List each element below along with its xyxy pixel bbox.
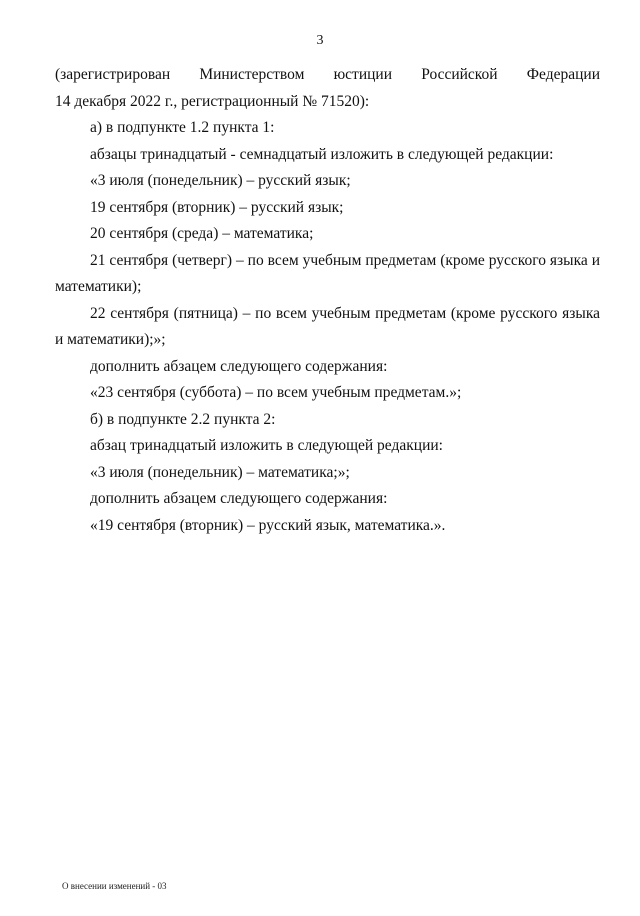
word: (зарегистрирован <box>55 66 171 83</box>
paragraph: 20 сентября (среда) – математика; <box>90 225 314 242</box>
paragraph: «23 сентября (суббота) – по всем учебным предметам.»; <box>90 384 462 401</box>
paragraph: «19 сентября (вторник) – русский язык, математика.». <box>90 516 446 534</box>
word: Российской <box>421 66 498 83</box>
paragraph: абзацы тринадцатый - семнадцатый изложить в следующей редакции: <box>90 145 554 163</box>
paragraph: 21 сентября (четверг) – по всем учебным предметам (кроме русского языка и математики); <box>55 251 600 295</box>
paragraph: «3 июля (понедельник) – русский язык; <box>90 172 351 189</box>
page-number: 3 <box>316 33 324 48</box>
paragraph: 22 сентября (пятница) – по всем учебным предметам (кроме русского языка и математики);»; <box>55 304 600 348</box>
paragraph: «3 июля (понедельник) – математика;»; <box>90 463 350 481</box>
paragraph-1-line-2: 14 декабря 2022 г., регистрационный № 71520): <box>55 92 370 110</box>
word: юстиции <box>333 66 393 83</box>
word: Министерством <box>199 66 305 83</box>
document-body <box>55 62 600 539</box>
footer-label: О внесении изменений - 03 <box>62 881 167 891</box>
paragraph: б) в подпункте 2.2 пункта 2: <box>90 410 276 428</box>
paragraph: абзац тринадцатый изложить в следующей редакции: <box>90 437 443 454</box>
paragraph-1-line-1 <box>55 62 600 89</box>
paragraph: дополнить абзацем следующего содержания: <box>90 490 388 507</box>
paragraph: 19 сентября (вторник) – русский язык; <box>90 198 344 216</box>
paragraph: дополнить абзацем следующего содержания: <box>90 357 388 375</box>
word: Федерации <box>526 66 600 83</box>
paragraph: а) в подпункте 1.2 пункта 1: <box>90 119 275 136</box>
